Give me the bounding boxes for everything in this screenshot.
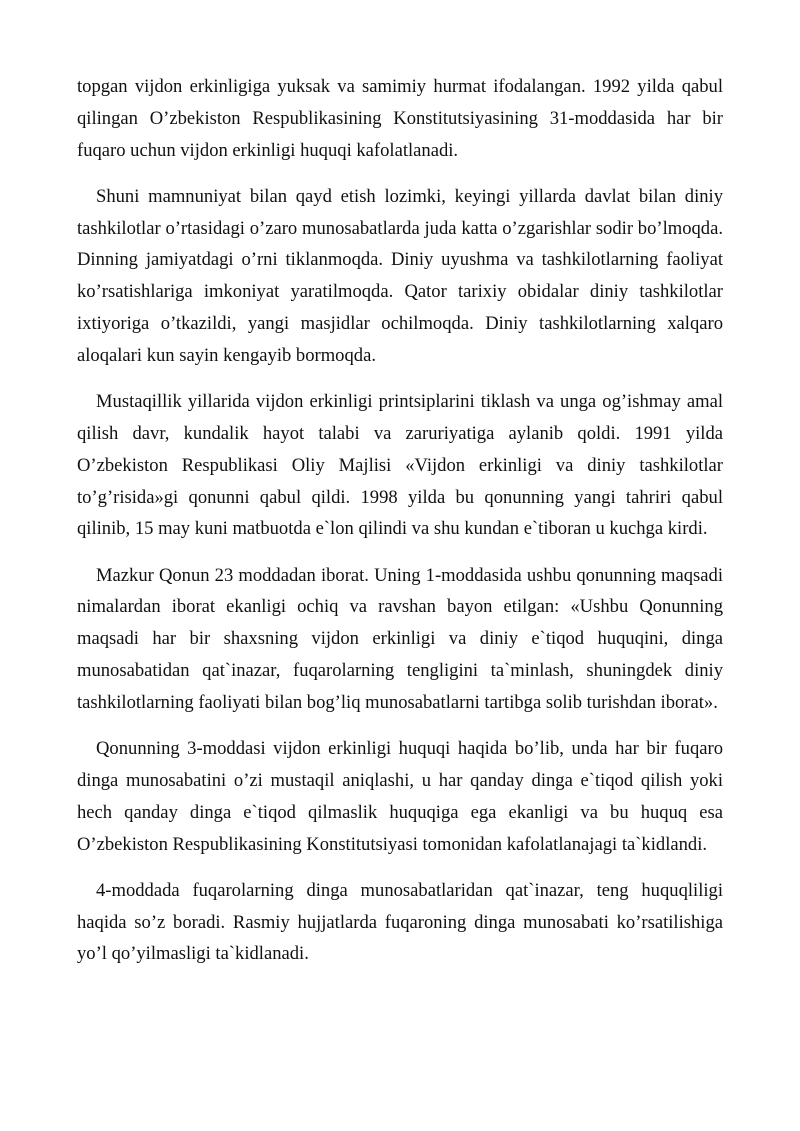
paragraph-independence: Mustaqillik yillarida vijdon erkinligi printsiplarini tiklash va unga og’ishmay amal qilish davr, kundalik hayot talabi va zaruriyatiga aylanib qoldi. 1991 yilda O’zbekiston Respublikasi Oliy Majlisi «Vijdon erkinligi va diniy tashkilotlar to’g’risida»gi qonunni qabul qildi. 1998 yilda bu qonunning yangi tahriri qabul qilinib, 15 may kuni matbuotda e`lon qilindi va shu kundan e`tiboran u kuchga kirdi. bbox=[77, 391, 723, 540]
document-page bbox=[77, 71, 723, 985]
paragraph-relations: Shuni mamnuniyat bilan qayd etish lozimki, keyingi yillarda davlat bilan diniy tashkilotlar o’rtasidagi o’zaro munosabatlarda juda katta o’zgarishlar sodir bo’lmoqda. Dinning jamiyatdagi o’rni tiklanmoqda. Diniy uyushma va tashkilotlarning faoliyat ko’rsatishlariga imkoniyat yaratilmoqda. Qator tarixiy obidalar diniy tashkilotlar ixtiyoriga o’tkazildi, yangi masjidlar ochilmoqda. Diniy tashkilotlarning xalqaro aloqalari kun sayin kengayib bormoqda. bbox=[77, 185, 723, 366]
paragraph-continuation: topgan vijdon erkinligiga yuksak va samimiy hurmat ifodalangan. 1992 yilda qabul qilingan O’zbekiston Respublikasining Konstitutsiyasining 31-moddasida har bir fuqaro uchun vijdon erkinligi huquqi kafolatlanadi. bbox=[77, 76, 723, 161]
paragraph-article-4: 4-moddada fuqarolarning dinga munosabatlaridan qat`inazar, teng huquqliligi haqida so’z boradi. Rasmiy hujjatlarda fuqaroning dinga munosabati ko’rsatilishiga yo’l qo’yilmasligi ta`kidlanadi. bbox=[77, 879, 723, 965]
paragraph-law-articles: Mazkur Qonun 23 moddadan iborat. Uning 1-moddasida ushbu qonunning maqsadi nimalardan iborat ekanligi ochiq va ravshan bayon etilgan: «Ushbu Qonunning maqsadi har bir shaxsning vijdon erkinligi va diniy e`tiqod huquqini, dinga munosabatidan qat`inazar, fuqarolarning tengligini ta`minlash, shuningdek diniy tashkilotlarning faoliyati bilan bog’liq munosabatlarni tartibga solib turishdan iborat». bbox=[77, 564, 723, 713]
paragraph-article-3: Qonunning 3-moddasi vijdon erkinligi huquqi haqida bo’lib, unda har bir fuqaro dinga munosabatini o’zi mustaqil aniqlashi, u har qanday dinga e`tiqod qilish yoki hech qanday dinga e`tiqod qilmaslik huquqiga ega ekanligi va bu huquq esa O’zbekiston Respublikasining Konstitutsiyasi tomonidan kafolatlanajagi ta`kidlandi. bbox=[77, 738, 723, 855]
